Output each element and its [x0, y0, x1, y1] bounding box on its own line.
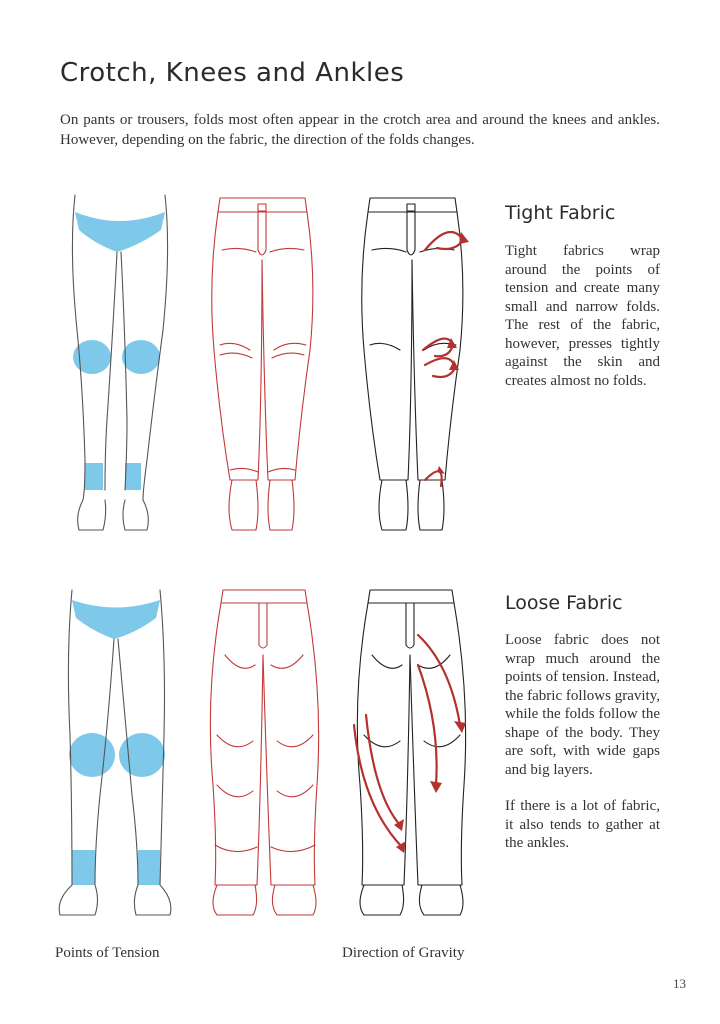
loose-trousers-arrows-sketch	[340, 585, 480, 920]
tight-fabric-text	[505, 242, 660, 408]
loose-fabric-heading: Loose Fabric	[505, 592, 623, 614]
legs-tension-illustration-tight	[55, 190, 185, 535]
loose-fabric-paragraph-2: If there is a lot of fabric, it also tends to gather at the ankles.	[505, 798, 660, 851]
page-title: Crotch, Knees and Ankles	[60, 58, 405, 88]
tight-jeans-red-sketch	[200, 190, 325, 535]
caption-points-of-tension: Points of Tension	[55, 945, 160, 961]
loose-fabric-text	[505, 631, 660, 871]
tight-jeans-arrows-sketch	[355, 190, 480, 535]
tight-fabric-paragraph: Tight fabrics wrap around the points of tension and create many small and narrow folds. The rest of the fabric, however, presses tightly against the skin and creates almost no folds.	[505, 243, 660, 389]
page-number: 13	[673, 976, 686, 991]
tight-fabric-heading: Tight Fabric	[505, 202, 616, 224]
intro-paragraph: On pants or trousers, folds most often appear in the crotch area and around the knees and ankles. However, depending on the fabric, the direction of the folds changes.	[60, 112, 660, 148]
loose-fabric-paragraph-1: Loose fabric does not wrap much around the points of tension. Instead, the fabric follows gravity, while the folds follow the shape of the body. They are soft, with wide gaps and big layers.	[505, 632, 660, 778]
loose-trousers-red-sketch	[195, 585, 335, 920]
caption-direction-of-gravity: Direction of Gravity	[342, 945, 465, 961]
legs-tension-illustration-loose	[50, 585, 180, 920]
